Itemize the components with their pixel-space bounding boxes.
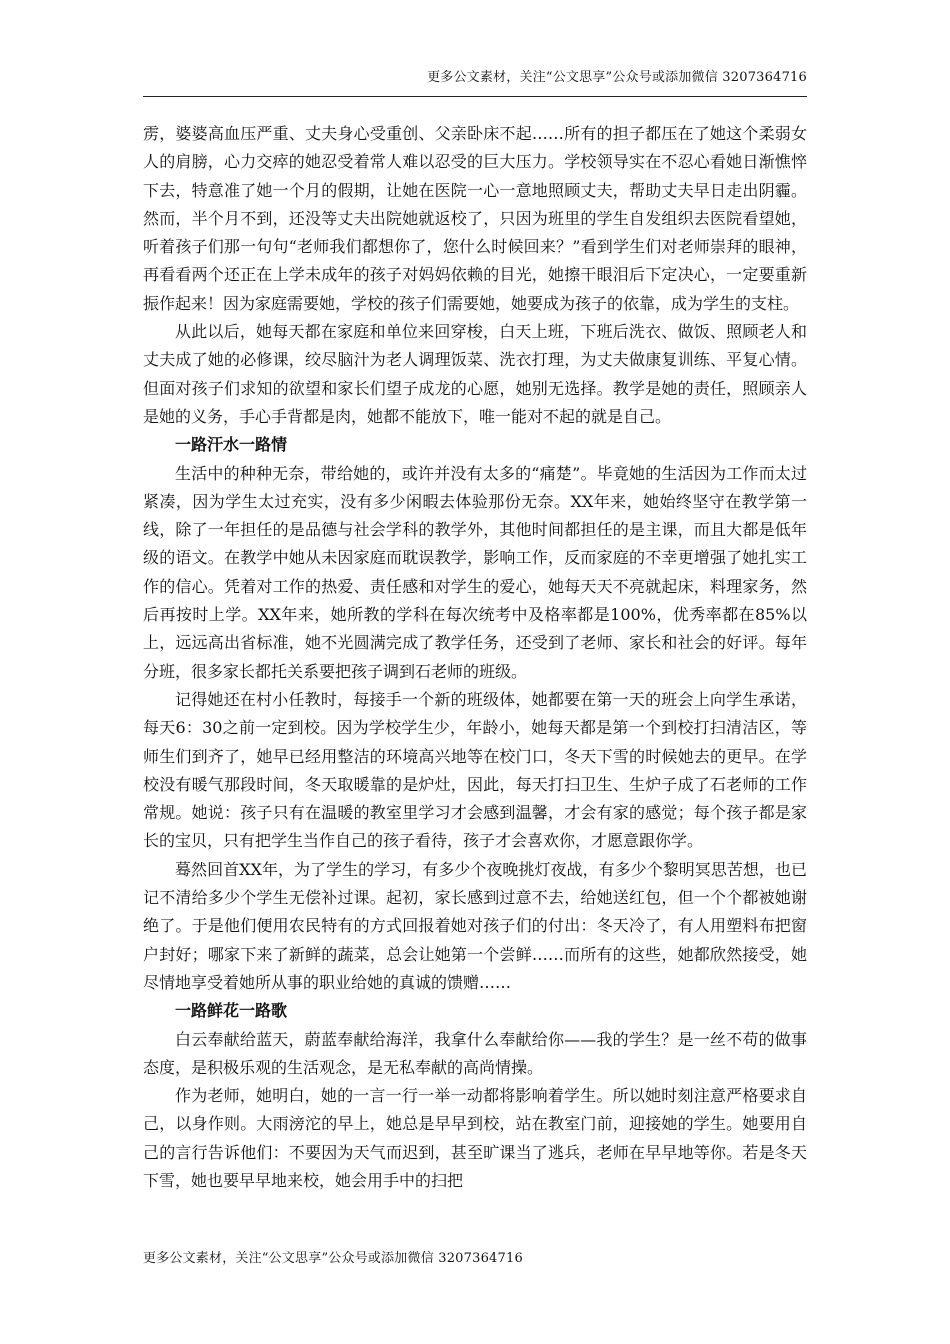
section-heading-2: 一路鲜花一路歌 xyxy=(175,1001,288,1021)
document-body xyxy=(143,120,807,1195)
paragraph-6: 白云奉献给蓝天，蔚蓝奉献给海洋，我拿什么奉献给你——我的学生？是一丝不苟的做事态度，是积极乐观的生活观念，是无私奉献的高尚情操。 xyxy=(143,1029,807,1077)
section-heading-1: 一路汗水一路情 xyxy=(175,435,288,455)
page-footer: 更多公文素材，关注“公文思享”公众号或添加微信 3207364716 xyxy=(143,1251,523,1266)
paragraph-4: 记得她还在村小任教时，每接手一个新的班级体，她都要在第一天的班会上向学生承诺，每天6：30之前一定到校。因为学校学生少，年龄小，她每天都是第一个到校打扫清洁区，等师生们到齐了，她早已经用整洁的环境高兴地等在校门口，冬天下雪的时候她去的更早。在学校没有暖气那段时间，冬天取暖靠的是炉灶，因此，每天打扫卫生、生炉子成了石老师的工作常规。她说：孩子只有在温暖的教室里学习才会感到温馨，才会有家的感觉；每个孩子都是家长的宝贝，只有把学生当作自己的孩子看待，孩子才会喜欢你，才愿意跟你学。 xyxy=(143,689,807,851)
paragraph-1: 雳，婆婆高血压严重、丈夫身心受重创、父亲卧床不起……所有的担子都压在了她这个柔弱女人的肩膀，心力交瘁的她忍受着常人难以忍受的巨大压力。学校领导实在不忍心看她日渐憔悴下去，特意准了她一个月的假期，让她在医院一心一意地照顾丈夫，帮助丈夫早日走出阴霾。然而，半个月不到，还没等丈夫出院她就返校了，只因为班里的学生自发组织去医院看望她，听着孩子们那一句句“老师我们都想你了，您什么时候回来？”看到学生们对老师崇拜的眼神，再看看两个还正在上学未成年的孩子对妈妈依赖的目光，她擦干眼泪后下定决心，一定要重新振作起来！因为家庭需要她，学校的孩子们需要她，她要成为孩子的依靠，成为学生的支柱。 xyxy=(143,124,807,313)
paragraph-7: 作为老师，她明白，她的一言一行一举一动都将影响着学生。所以她时刻注意严格要求自己，以身作则。大雨滂沱的早上，她总是早早到校，站在教室门前，迎接她的学生。她要用自己的言行告诉他们：不要因为天气而迟到，甚至旷课当了逃兵，老师在早早地等你。若是冬天下雪，她也要早早地来校，她会用手中的扫把 xyxy=(143,1086,807,1190)
paragraph-5: 蓦然回首XX年，为了学生的学习，有多少个夜晚挑灯夜战，有多少个黎明冥思苦想，也已记不清给多少个学生无偿补过课。起初，家长感到过意不去，给她送红包，但一个个都被她谢绝了。于是他们便用农民特有的方式回报着她对孩子们的付出：冬天冷了，有人用塑料布把窗户封好；哪家下来了新鲜的蔬菜，总会让她第一个尝鲜……而所有的这些，她都欣然接受，她尽情地享受着她所从事的职业给她的真诚的馈赠…… xyxy=(143,859,807,992)
paragraph-2: 从此以后，她每天都在家庭和单位来回穿梭，白天上班，下班后洗衣、做饭、照顾老人和丈夫成了她的必修课，绞尽脑汁为老人调理饭菜、洗衣打理，为丈夫做康复训练、平复心情。但面对孩子们求知的欲望和家长们望子成龙的心愿，她别无选择。教学是她的责任，照顾亲人是她的义务，手心手背都是肉，她都不能放下，唯一能对不起的就是自己。 xyxy=(143,322,807,426)
header-divider xyxy=(143,96,807,97)
paragraph-3: 生活中的种种无奈，带给她的，或许并没有太多的“痛楚”。毕竟她的生活因为工作而太过紧凑，因为学生太过充实，没有多少闲暇去体验那份无奈。XX年来，她始终坚守在教学第一线，除了一年担任的是品德与社会学科的教学外，其他时间都担任的是主课，而且大都是低年级的语文。在教学中她从未因家庭而耽误教学，影响工作，反而家庭的不幸更增强了她扎实工作的信心。凭着对工作的热爱、责任感和对学生的爱心，她每天天不亮就起床，料理家务，然后再按时上学。XX年来，她所教的学科在每次统考中及格率都是100%，优秀率都在85%以上，远远高出省标准，她不光圆满完成了教学任务，还受到了老师、家长和社会的好评。每年分班，很多家长都托关系要把孩子调到石老师的班级。 xyxy=(143,463,807,681)
page-header: 更多公文素材，关注“公文思享”公众号或添加微信 3207364716 xyxy=(427,70,807,85)
